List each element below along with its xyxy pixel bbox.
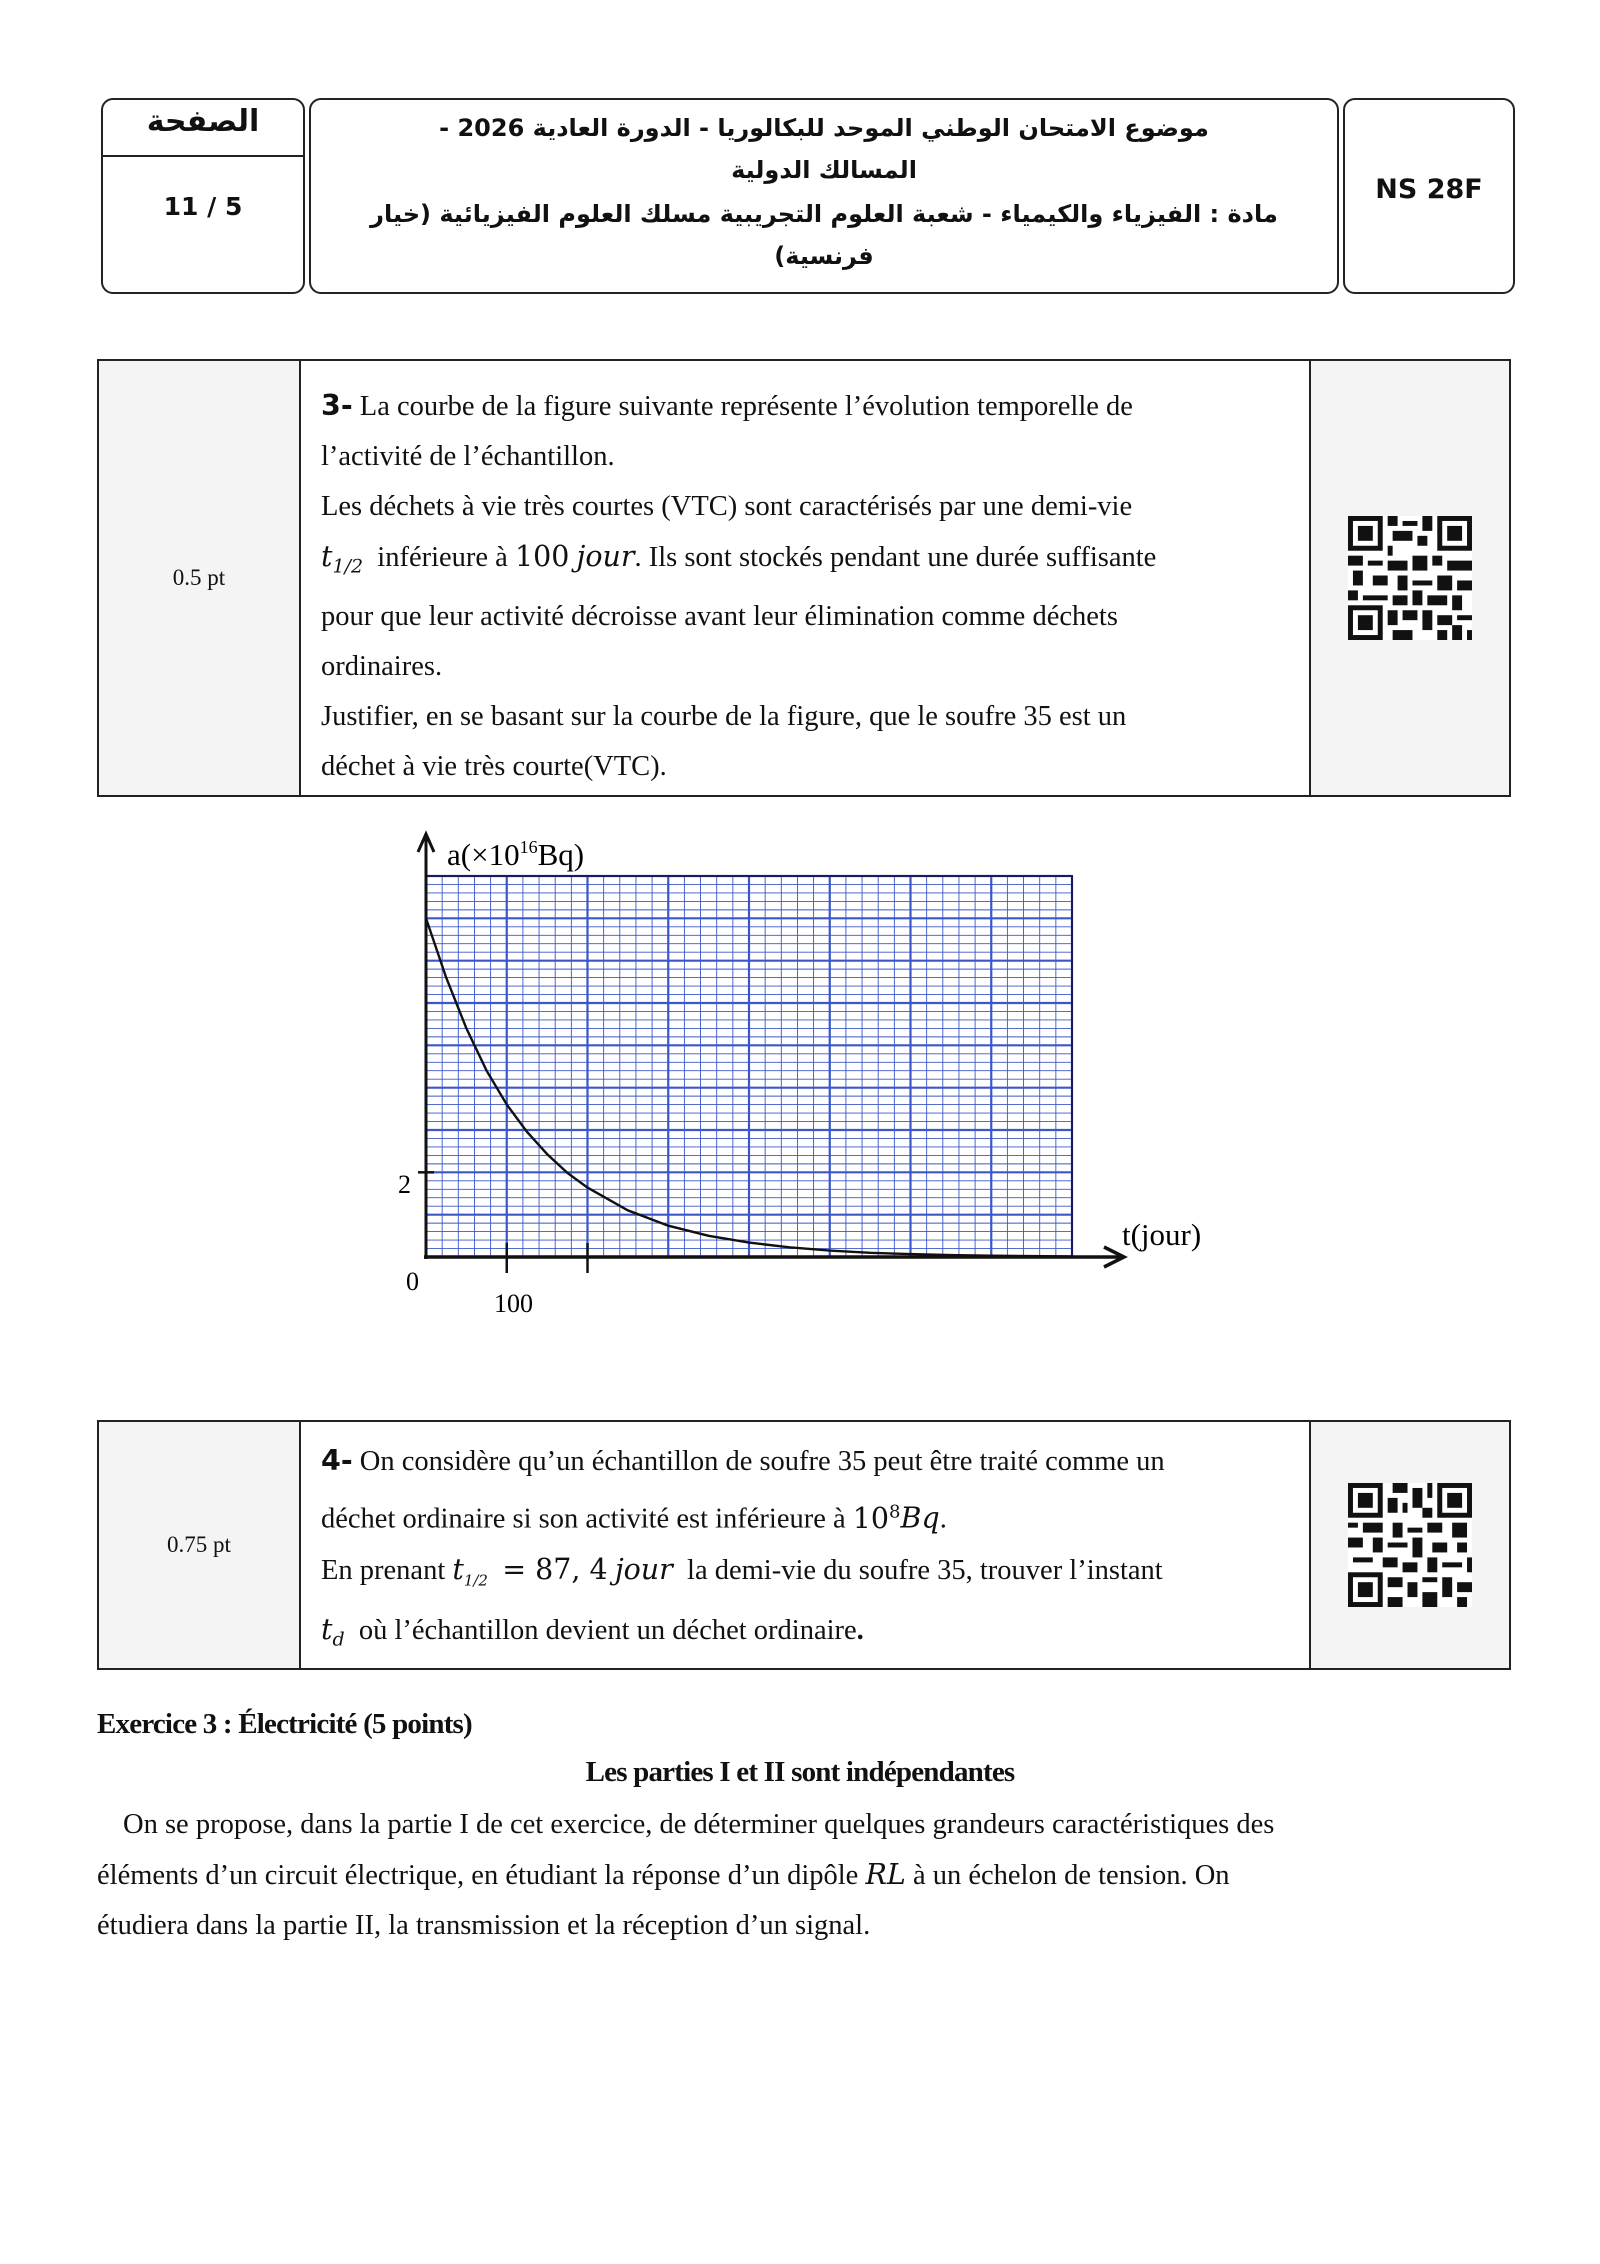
exercise-intro — [97, 1800, 1517, 1951]
activity-decay-chart — [380, 830, 1240, 1340]
intro-line-1: On se propose, dans la partie I de cet exercice, de déterminer quelques grandeurs caractéristiques des — [123, 1809, 1275, 1840]
q3-line-5: pour que leur activité décroisse avant leur élimination comme déchets — [321, 600, 1118, 632]
qr-code-icon — [1348, 1483, 1472, 1607]
chart-x-label: t(jour) — [1122, 1217, 1202, 1252]
q3-line-7: Justifier, en se basant sur la courbe de la figure, que le soufre 35 est un — [321, 700, 1127, 732]
chart-y-tick-label: 2 — [398, 1170, 411, 1199]
intro-line-2: éléments d’un circuit électrique, en étudiant la réponse d’un dipôle RL à un échelon de tension. On — [97, 1858, 1230, 1891]
page-number: 11 / 5 — [163, 192, 243, 221]
q4-line-3: En prenant $t_{1/2} = 87$, 4 jour la demi-vie du soufre 35, trouver l’instant — [321, 1552, 1163, 1590]
chart-x-tick-label: 100 — [494, 1289, 533, 1318]
chart-origin-label: 0 — [406, 1267, 419, 1296]
exercise-subtitle: Les parties I et II sont indépendantes — [585, 1756, 1015, 1788]
q4-line-2: déchet ordinaire si son activité est inférieure à $10^8Bq$. — [321, 1501, 947, 1535]
q3-line-8: déchet à vie très courte(VTC). — [321, 750, 667, 782]
q3-line-2: l’activité de l’échantillon. — [321, 441, 615, 472]
qr-code-icon — [1348, 516, 1472, 640]
q4-line-1: On considère qu’un échantillon de soufre 35 peut être traité comme un — [359, 1446, 1165, 1477]
title-line-1: موضوع الامتحان الوطني الموحد للبكالوريا - الدورة العادية 2026 - — [439, 114, 1209, 142]
intro-line-3: étudiera dans la partie II, la transmission et la réception d’un signal. — [97, 1910, 871, 1941]
title-line-4: فرنسية) — [774, 242, 874, 270]
q3-line-3: Les déchets à vie très courtes (VTC) sont caractérisés par une demi-vie — [321, 491, 1133, 522]
page-label: الصفحة — [146, 104, 260, 139]
title-line-3: مادة : الفيزياء والكيمياء - شعبة العلوم التجريبية مسلك العلوم الفيزيائية (خيار — [370, 200, 1278, 228]
t-half-symbol: $t_{1/2}$ — [321, 540, 364, 578]
qr-code-question-4[interactable] — [1309, 1422, 1509, 1668]
title-box — [309, 98, 1339, 294]
exercise-title: Exercice 3 : Électricité (5 points) — [97, 1708, 472, 1740]
question-4-number: 4- — [321, 1444, 353, 1477]
page-box — [101, 98, 305, 294]
chart-y-label: $a(\times 10^{16}Bq)$ — [447, 837, 585, 872]
q4-line-4: $t_d$ où l’échantillon devient un déchet ordinaire. — [321, 1613, 864, 1651]
q3-line-1: La courbe de la figure suivante représente l’évolution temporelle de — [359, 391, 1133, 422]
qr-code-question-3[interactable] — [1309, 361, 1509, 795]
question-3-row — [97, 359, 1511, 797]
question-3-number: 3- — [321, 389, 353, 422]
exam-code: NS 28F — [1375, 174, 1483, 205]
question-3-text — [301, 361, 1309, 795]
q3-line-6: ordinaires. — [321, 650, 443, 682]
question-4-points: 0.75 pt — [99, 1422, 301, 1668]
title-line-2: المسالك الدولية — [731, 156, 917, 184]
question-4-text — [301, 1422, 1309, 1668]
page-divider — [103, 155, 303, 157]
question-3-points: 0.5 pt — [99, 361, 301, 795]
question-4-row — [97, 1420, 1511, 1670]
code-box — [1343, 98, 1515, 294]
q3-line-4: $t_{1/2}$ inférieure à 100 jour. Ils sont stockés pendant une durée suffisante — [321, 540, 1157, 578]
